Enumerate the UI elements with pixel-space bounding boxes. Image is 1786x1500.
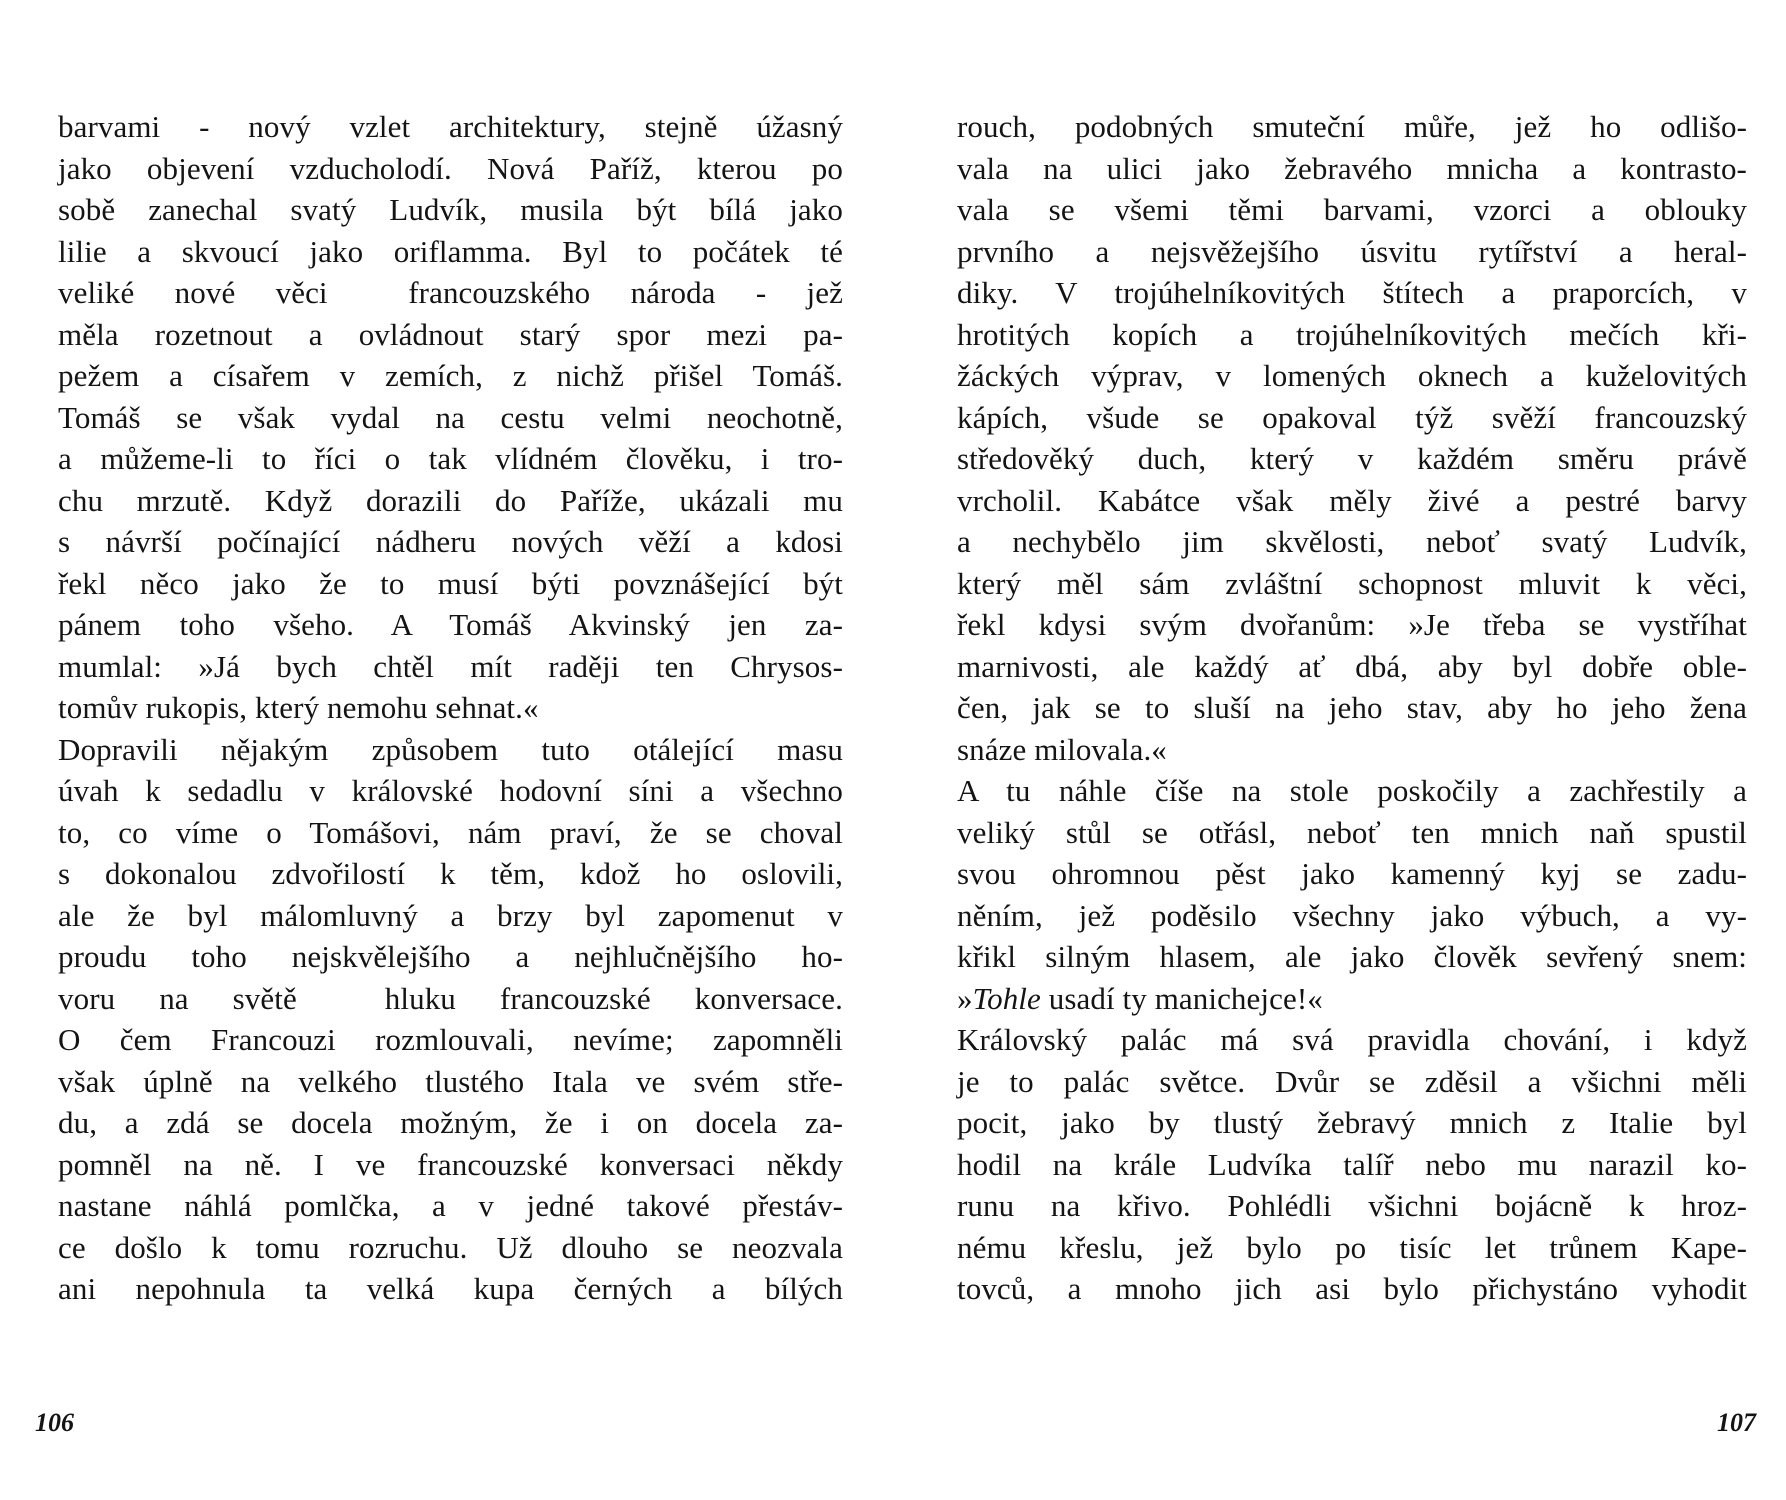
text-line: úvah k sedadlu v královské hodovní síni a všechno — [58, 773, 843, 808]
text-line: O čem Francouzi rozmlouvali, nevíme; zapomněli — [58, 1022, 843, 1057]
text-line: veliký stůl se otřásl, neboť ten mnich naň spustil — [957, 814, 1747, 850]
text-line: barvami - nový vzlet architektury, stejně úžasný — [58, 109, 843, 144]
text-line: pánem toho všeho. A Tomáš Akvinský jen za- — [58, 607, 843, 642]
text-line: Tomáš se však vydal na cestu velmi neochotně, — [58, 399, 843, 435]
text-line: svou ohromnou pěst jako kamenný kyj se zadu- — [957, 856, 1747, 891]
text-line: řekl něco jako že to musí býti povznášející být — [58, 565, 843, 601]
text-line: snáze milovala.« — [957, 731, 1167, 767]
text-line: ani nepohnula ta velká kupa černých a bílých — [58, 1271, 843, 1306]
text-line: ce došlo k tomu rozruchu. Už dlouho se neozvala — [58, 1229, 843, 1265]
emphasized-word: Tohle — [972, 980, 1041, 1016]
text-line: Dopravili nějakým způsobem tuto otálející masu — [58, 731, 843, 767]
text-line: Královský palác má svá pravidla chování, i když — [957, 1022, 1747, 1057]
text-line: tovců, a mnoho jich asi bylo přichystáno vyhodit — [957, 1271, 1747, 1306]
text-line: středověký duch, který v každém směru právě — [957, 441, 1747, 476]
text-line: pomněl na ně. I ve francouzské konversaci někdy — [58, 1146, 843, 1182]
text-line: hrotitých kopích a trojúhelníkovitých mečích kři- — [957, 316, 1747, 352]
text-line: který měl sám zvláštní schopnost mluvit k věci, — [957, 565, 1747, 601]
text-line: čen, jak se to sluší na jeho stav, aby ho jeho žena — [957, 690, 1747, 725]
text-line: proudu toho nejskvělejšího a nejhlučnějšího ho- — [58, 939, 843, 974]
right-page-text — [957, 106, 1747, 1310]
text-line: diky. V trojúhelníkovitých štítech a praporcích, v — [957, 275, 1747, 310]
page-number: 106 — [35, 1408, 74, 1437]
text-line: lilie a skvoucí jako oriflamma. Byl to počátek té — [58, 233, 843, 269]
text-line: chu mrzutě. Když dorazili do Paříže, ukázali mu — [58, 482, 843, 518]
text-line: voru na světě hluku francouzské konversace. — [58, 980, 843, 1016]
left-page-text — [58, 106, 843, 1310]
text-line: nastane náhlá pomlčka, a v jedné takové přestáv- — [58, 1188, 843, 1223]
text-line: však úplně na velkého tlustého Itala ve svém stře- — [58, 1063, 843, 1099]
text-line: kápích, všude se opakoval týž svěží francouzský — [957, 399, 1747, 435]
text-line: vala se všemi těmi barvami, vzorci a oblouky — [957, 192, 1747, 227]
text-line: rouch, podobných smuteční můře, jež ho odlišo- — [957, 109, 1747, 144]
text-line: vrcholil. Kabátce však měly živé a pestré barvy — [957, 482, 1747, 518]
page-number: 107 — [1717, 1408, 1756, 1437]
text-line: to, co víme o Tomášovi, nám praví, že se choval — [58, 814, 843, 850]
text-line: hodil na krále Ludvíka talíř nebo mu narazil ko- — [957, 1146, 1747, 1182]
text-line: »Tohle usadí ty manichejce!« — [957, 980, 1323, 1016]
text-line: s dokonalou zdvořilostí k těm, kdož ho oslovili, — [58, 856, 843, 891]
text-line: něním, jež poděsilo všechny jako výbuch, a vy- — [957, 897, 1747, 933]
text-line: žáckých výprav, v lomených oknech a kuželovitých — [957, 358, 1747, 393]
text-line: sobě zanechal svatý Ludvík, musila být bílá jako — [58, 192, 843, 227]
text-line: mumlal: »Já bych chtěl mít raději ten Chrysos- — [58, 648, 843, 684]
text-line: měla rozetnout a ovládnout starý spor mezi pa- — [58, 316, 843, 352]
text-line: prvního a nejsvěžejšího úsvitu rytířství a heral- — [957, 233, 1747, 269]
text-line: marnivosti, ale každý ať dbá, aby byl dobře oble- — [957, 648, 1747, 684]
text-line: du, a zdá se docela možným, že i on docela za- — [58, 1105, 843, 1140]
text-line: nému křeslu, jež bylo po tisíc let trůnem Kape- — [957, 1229, 1747, 1265]
text-line: je to palác světce. Dvůr se zděsil a všichni měli — [957, 1063, 1747, 1099]
text-line: vala na ulici jako žebravého mnicha a kontrasto- — [957, 150, 1747, 186]
text-line: a nechybělo jim skvělosti, neboť svatý Ludvík, — [957, 524, 1747, 559]
text-line: A tu náhle číše na stole poskočily a zachřestily a — [957, 773, 1747, 808]
text-line: jako objevení vzducholodí. Nová Paříž, kterou po — [58, 150, 843, 186]
text-line: křikl silným hlasem, ale jako člověk sevřený snem: — [957, 939, 1747, 974]
text-line: tomův rukopis, který nemohu sehnat.« — [58, 690, 539, 725]
right-page — [893, 0, 1786, 1500]
text-line: ale že byl málomluvný a brzy byl zapomenut v — [58, 897, 843, 933]
text-line: runu na křivo. Pohlédli všichni bojácně k hroz- — [957, 1188, 1747, 1223]
text-line: veliké nové věci francouzského národa - jež — [58, 275, 843, 310]
text-line: řekl kdysi svým dvořanům: »Je třeba se vystříhat — [957, 607, 1747, 642]
text-line: a můžeme-li to říci o tak vlídném člověku, i tro- — [58, 441, 843, 476]
text-line: pežem a císařem v zemích, z nichž přišel Tomáš. — [58, 358, 843, 393]
text-line: pocit, jako by tlustý žebravý mnich z Italie byl — [957, 1105, 1747, 1140]
text-line: s návrší počínající nádheru nových věží a kdosi — [58, 524, 843, 559]
